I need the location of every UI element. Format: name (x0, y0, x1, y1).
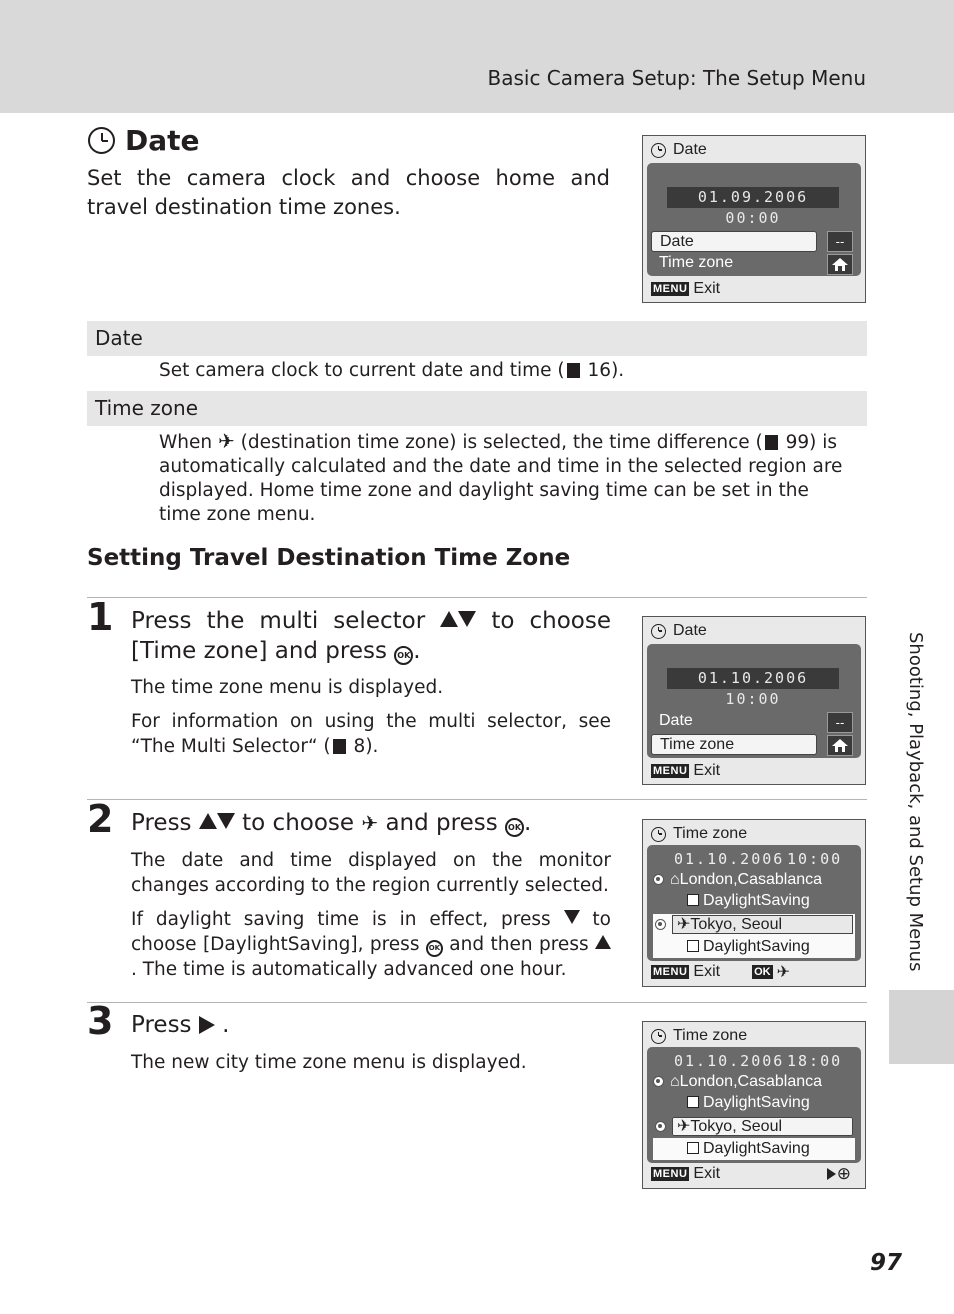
datetime-display: 01.09.2006 00:00 (667, 187, 839, 208)
right-arrow-icon (199, 1016, 215, 1034)
up-arrow-icon (440, 611, 458, 627)
step-divider (87, 799, 867, 800)
radio-icon (653, 874, 664, 885)
option-date-label: Date (87, 321, 867, 356)
ok-key-icon: OK (754, 966, 771, 978)
screen-panel (647, 163, 861, 276)
travel-city-row-selected: ✈Tokyo, Seoul (653, 914, 855, 936)
tz-date: 01.10.2006 (674, 1052, 785, 1070)
up-arrow-icon (199, 813, 217, 829)
tz-time: 10:00 (787, 850, 843, 868)
step-3-para-1: The new city time zone menu is displayed. (131, 1052, 527, 1073)
page-number: 97 (870, 1250, 903, 1276)
screen-panel (647, 644, 861, 758)
menu-key-icon: MENU (653, 966, 688, 978)
menu-item-date: Date (659, 712, 693, 729)
home-icon: ⌂ (670, 1073, 680, 1090)
page-ref-icon (567, 363, 580, 378)
step-2-para-1: The date and time displayed on the monitor changes according to the region currently selected. (131, 850, 611, 896)
subheading: Setting Travel Destination Time Zone (87, 545, 571, 571)
up-arrow-icon (595, 935, 611, 949)
home-icon (827, 254, 853, 275)
step-2-para-2: If daylight saving time is in effect, press to choose [DaylightSaving], press OK and then press . The time is automatically advanced one hour. (131, 909, 611, 980)
home-city-row: ⌂London,Casablanca (653, 1073, 822, 1091)
camera-screen-timezone-menu-1 (642, 819, 866, 987)
travel-dst-row: DaylightSaving (653, 936, 855, 958)
screen-footer: MENU Exit ⊕ (653, 1164, 851, 1183)
home-icon (827, 735, 853, 756)
travel-city-row-selected: ✈Tokyo, Seoul (653, 1116, 855, 1138)
down-arrow-icon (217, 813, 235, 829)
clock-icon (651, 1029, 666, 1044)
checkbox-icon (687, 1142, 699, 1154)
option-date-desc: Set camera clock to current date and time ( 16). (159, 360, 625, 381)
section-heading (88, 124, 200, 157)
page-ref-icon (333, 739, 346, 754)
radio-icon (655, 1121, 666, 1132)
menu-item-timezone: Time zone (659, 254, 734, 271)
checkbox-icon (687, 894, 699, 906)
travel-dst-row: DaylightSaving (653, 1138, 855, 1160)
screen-title: Date (651, 622, 707, 640)
side-tab-label: Shooting, Playback, and Setup Menus (905, 632, 926, 972)
plane-icon: ✈ (677, 916, 691, 933)
option-timezone-label: Time zone (87, 391, 867, 426)
running-header: Basic Camera Setup: The Setup Menu (487, 66, 866, 90)
step-divider (87, 1002, 867, 1003)
option-timezone-desc: When ✈ (destination time zone) is selected, the time difference ( 99) is automatically calculated and the date and time in the selected region are displayed. Home time zone and daylight saving time can be set in the time zone menu. (159, 429, 843, 525)
date-badge: -- (827, 712, 853, 733)
menu-item-date-selected: Date (651, 231, 817, 252)
checkbox-icon (687, 1096, 699, 1108)
clock-icon (88, 127, 115, 154)
step-divider (87, 597, 867, 598)
home-dst-row: DaylightSaving (687, 1094, 810, 1112)
screen-title: Time zone (651, 825, 747, 843)
checkbox-icon (687, 940, 699, 952)
home-icon: ⌂ (670, 871, 680, 888)
datetime-display: 01.10.2006 10:00 (667, 668, 839, 689)
tz-time: 18:00 (787, 1052, 843, 1070)
plane-icon: ✈ (776, 964, 790, 981)
radio-icon (653, 1076, 664, 1087)
screen-panel (647, 845, 861, 961)
plane-icon: ✈ (677, 1118, 691, 1135)
section-intro: Set the camera clock and choose home and travel destination time zones. (87, 166, 610, 219)
menu-key-icon: MENU (653, 1168, 688, 1180)
section-title: Date (125, 124, 200, 157)
header-band (0, 0, 954, 113)
screen-footer: MENU Exit (653, 762, 721, 779)
page-ref-icon (765, 435, 778, 450)
camera-screen-timezone-menu-2 (642, 1021, 866, 1189)
screen-title: Date (651, 141, 707, 159)
clock-icon (651, 143, 666, 158)
radio-icon (655, 919, 666, 930)
menu-key-icon: MENU (653, 765, 688, 777)
menu-item-timezone-selected: Time zone (651, 734, 817, 755)
screen-footer: MENU Exit OK ✈ (653, 963, 790, 981)
ok-button-icon: OK (505, 818, 524, 837)
step-number: 3 (87, 999, 114, 1043)
home-dst-row: DaylightSaving (687, 892, 810, 910)
clock-icon (651, 624, 666, 639)
world-map-hint (827, 1164, 851, 1184)
screen-panel (647, 1047, 861, 1163)
date-badge: -- (827, 231, 853, 252)
step-2-title: Press to choose ✈ and press OK . (131, 810, 532, 836)
plane-icon: ✈ (361, 811, 379, 835)
plane-icon: ✈ (218, 429, 235, 453)
step-3-title: Press . (131, 1012, 230, 1038)
step-1-para-1: The time zone menu is displayed. (131, 677, 444, 698)
step-1-para-2: For information on using the multi selector, see “The Multi Selector“ ( 8). (131, 711, 611, 757)
ok-button-icon: OK (394, 646, 413, 665)
camera-screen-date-menu-2 (642, 616, 866, 785)
home-city-row: ⌂London,Casablanca (653, 871, 822, 889)
down-arrow-icon (458, 611, 476, 627)
tz-date: 01.10.2006 (674, 850, 785, 868)
step-number: 1 (87, 595, 114, 639)
globe-icon: ⊕ (836, 1164, 851, 1183)
ok-button-icon: OK (426, 940, 443, 957)
step-1-title: Press the multi selector to choose [Time zone] and press OK . (131, 608, 611, 664)
step-number: 2 (87, 797, 114, 841)
screen-title: Time zone (651, 1027, 747, 1045)
right-arrow-icon (827, 1168, 836, 1180)
down-arrow-icon (564, 910, 580, 924)
screen-footer: MENU Exit (653, 280, 721, 297)
camera-screen-date-menu-1 (642, 135, 866, 303)
clock-icon (651, 827, 666, 842)
menu-key-icon: MENU (653, 283, 688, 295)
side-tab (889, 990, 954, 1064)
